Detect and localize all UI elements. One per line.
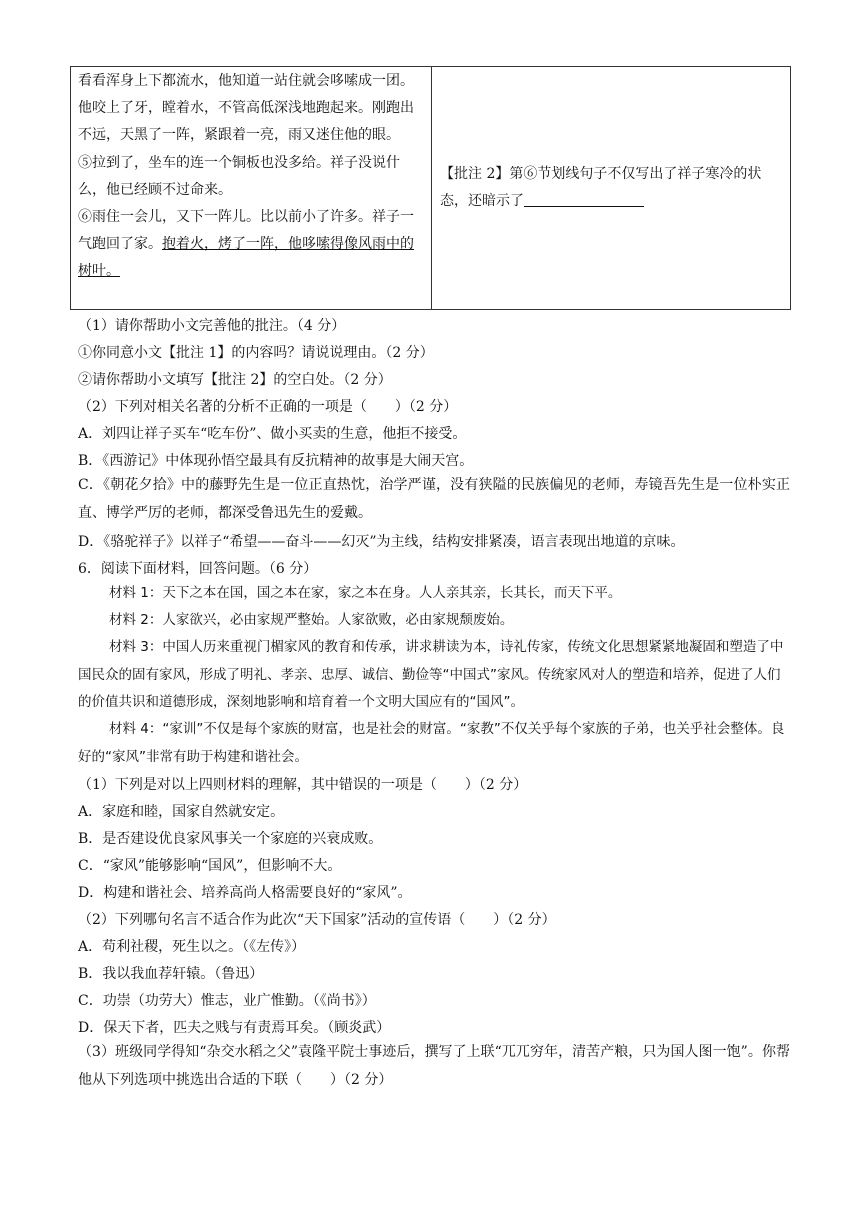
question-2: （2）下列对相关名著的分析不正确的一项是（ ）（2 分） bbox=[78, 399, 458, 415]
material-2: 材料 2：人家欲兴，必由家规严整始。人家欲败，必由家规颓废始。 bbox=[109, 612, 514, 628]
note-2-text: 【批注 2】第⑥节划线句子不仅写出了祥子寒冷的状态，还暗示了 bbox=[440, 166, 762, 209]
sub1-option-b: B．是否建设优良家风事关一个家庭的兴衰成败。 bbox=[78, 831, 383, 847]
sub-question-3: （3）班级同学得知“杂交水稻之父”袁隆平院士事迹后，撰写了上联“兀兀穷年，清苦产粮，只为国人图一饱”。你帮他从下列选项中挑选出合适的下联（ ）（2 分） bbox=[78, 1044, 790, 1088]
passage-paragraph: 看看浑身上下都流水，他知道一站住就会哆嗦成一团。他咬上了牙，瞠着水，不管高低深浅地跑起来。刚跑出不远，天黑了一阵，紧跟着一亮，雨又迷住他的眼。 bbox=[78, 73, 414, 144]
question-1a: ①你同意小文【批注 1】的内容吗？请说说理由。（2 分） bbox=[78, 345, 434, 361]
sub1-option-a: A．家庭和睦，国家自然就安定。 bbox=[78, 804, 285, 820]
passage-paragraph-5: ⑤拉到了，坐车的连一个铜板也没多给。祥子没说什么，他已经顾不过命来。 bbox=[78, 154, 400, 198]
underlined-sentence: 抱着火，烤了一阵，他哆嗦得像风雨中的树叶。 bbox=[78, 236, 414, 280]
sub1-option-d: D．构建和谐社会、培养高尚人格需要良好的“家风”。 bbox=[78, 885, 412, 901]
sub1-option-c: C．“家风”能够影响“国风”，但影响不大。 bbox=[78, 858, 342, 874]
option-b: B．《西游记》中体现孙悟空最具有反抗精神的故事是大闹天宫。 bbox=[78, 453, 474, 469]
sub-question-1: （1）下列是对以上四则材料的理解，其中错误的一项是（ ）（2 分） bbox=[78, 777, 528, 793]
question-1: （1）请你帮助小文完善他的批注。（4 分） bbox=[78, 318, 346, 334]
annotation-table bbox=[70, 66, 791, 310]
option-d: D．《骆驼祥子》以祥子“希望——奋斗——幻灭”为主线，结构安排紧凑，语言表现出地道的京味。 bbox=[78, 534, 685, 550]
passage-paragraph-6 bbox=[78, 204, 425, 286]
sub2-option-d: D．保天下者，匹夫之贱与有责焉耳矣。（顾炎武） bbox=[78, 1020, 391, 1036]
question-1b: ②请你帮助小文填写【批注 2】的空白处。（2 分） bbox=[78, 372, 392, 388]
answer-blank[interactable] bbox=[524, 192, 644, 207]
note-cell bbox=[432, 67, 791, 310]
sub2-option-a: A．苟利社稷，死生以之。（《左传》） bbox=[78, 939, 306, 955]
paragraph-6-text: ⑥雨住一会儿，又下一阵儿。比以前小了许多。祥子一气跑回了家。 bbox=[78, 209, 414, 253]
material-3: 材料 3：中国人历来重视门楣家风的教育和传承，讲求耕读为本，诗礼传家，传统文化思想紧紧地凝固和塑造了中国民众的固有家风，形成了明礼、孝亲、忠厚、诚信、勤俭等“中国式”家风。传统家风对人的塑造和培养，促进了人们的价值共识和道德形成，深刻地影响和培育着一个文明大国应有的“国风”。 bbox=[78, 639, 784, 710]
sub2-option-b: B．我以我血荐轩辕。（鲁迅） bbox=[78, 966, 264, 982]
sub2-option-c: C．功崇（功劳大）惟志，业广惟勤。（《尚书》） bbox=[78, 993, 376, 1009]
material-4: 材料 4：“家训”不仅是每个家族的财富，也是社会的财富。“家教”不仅关乎每个家族的子弟，也关乎社会整体。良好的“家风”非常有助于构建和谐社会。 bbox=[78, 721, 785, 765]
option-a: A．刘四让祥子买车“吃车份”、做小买卖的生意，他拒不接受。 bbox=[78, 426, 467, 442]
note-2 bbox=[440, 161, 780, 215]
question-6: 6．阅读下面材料，回答问题。（6 分） bbox=[78, 561, 318, 577]
passage-cell bbox=[71, 67, 432, 310]
material-1: 材料 1：天下之本在国，国之本在家，家之本在身。人人亲其亲，长其长，而天下平。 bbox=[109, 585, 622, 601]
option-c: C．《朝花夕拾》中的藤野先生是一位正直热忱，治学严谨，没有狭隘的民族偏见的老师，寿镜吾先生是一位朴实正直、博学严厉的老师，都深受鲁迅先生的爱戴。 bbox=[78, 477, 790, 521]
sub-question-2: （2）下列哪句名言不适合作为此次“天下国家”活动的宣传语（ ）（2 分） bbox=[78, 912, 556, 928]
